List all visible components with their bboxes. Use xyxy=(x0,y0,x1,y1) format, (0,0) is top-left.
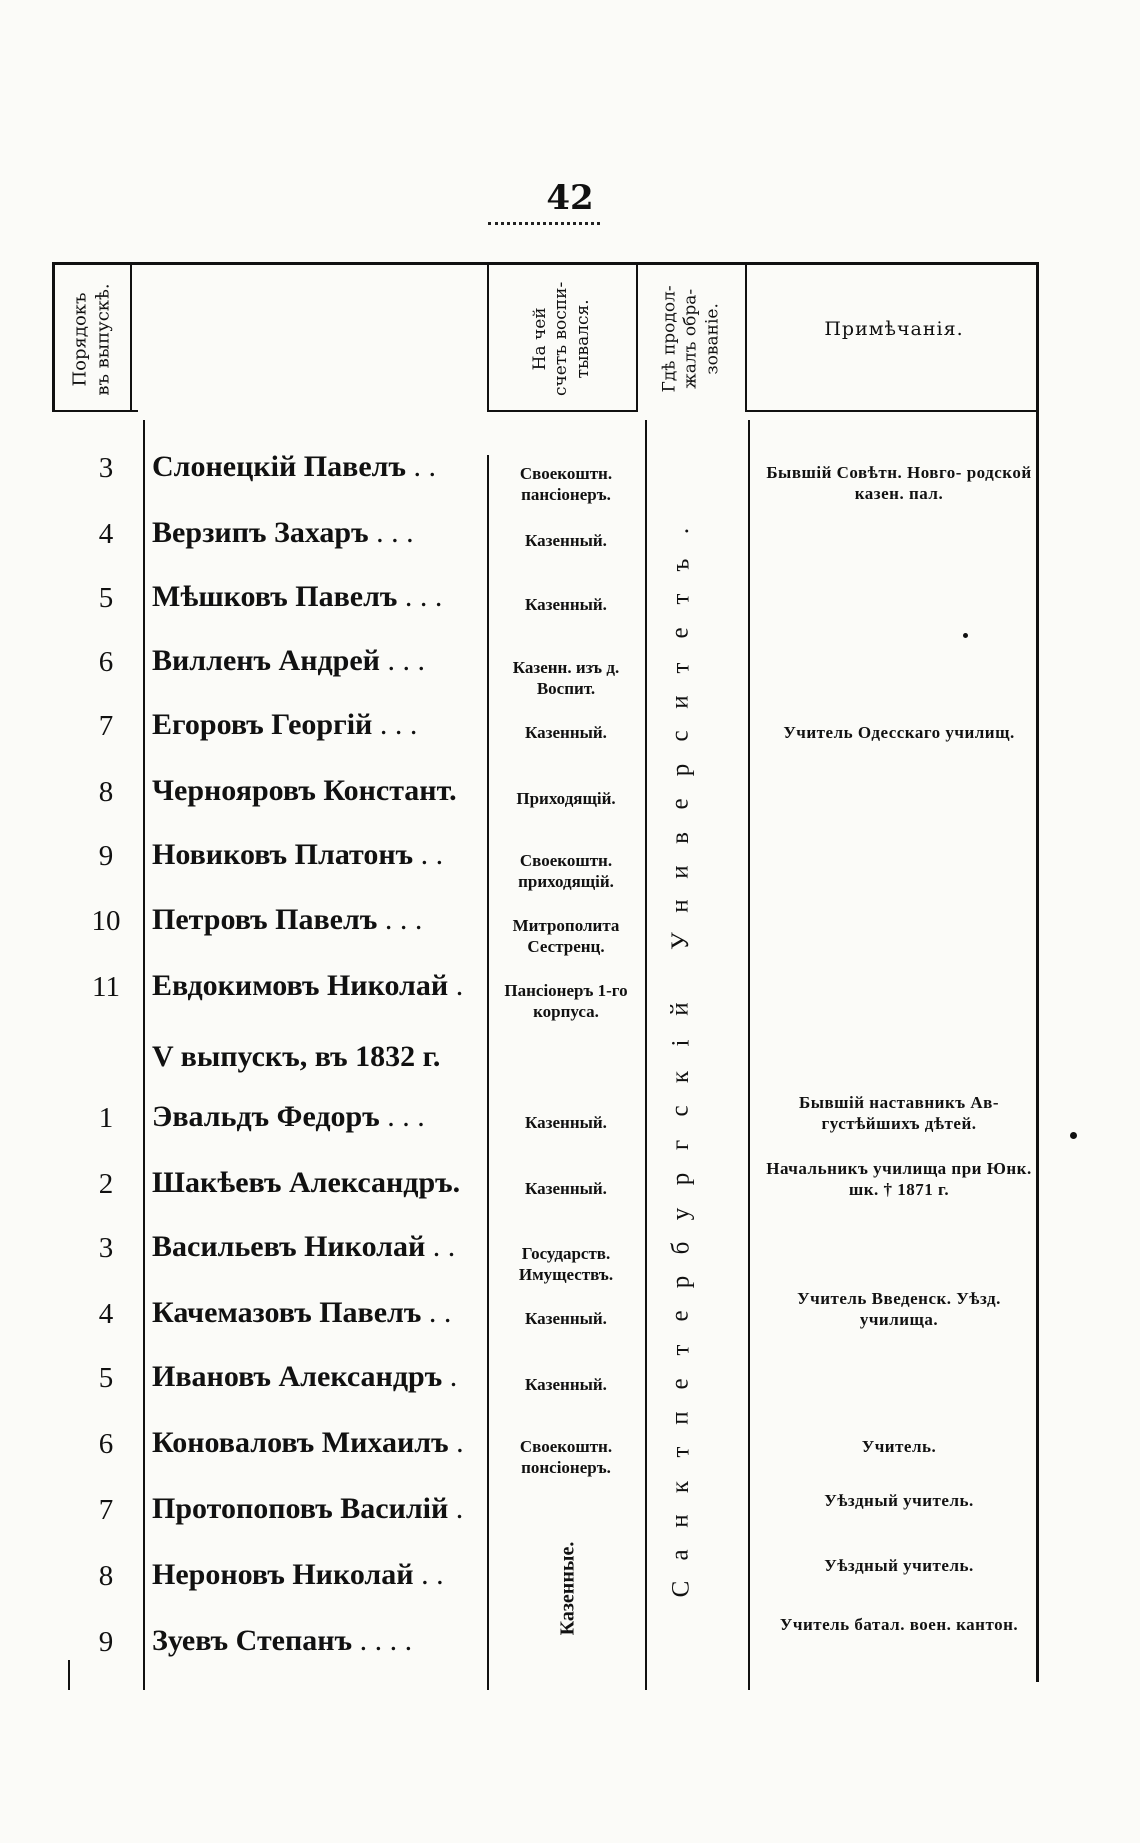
header-account: На чей счетъ воспи- тывался. xyxy=(530,281,593,397)
university-letter: с xyxy=(666,730,694,742)
col-divider-2-body xyxy=(487,455,489,1690)
table-left-border-lower xyxy=(68,1660,70,1690)
header-bottom-rule-3 xyxy=(745,410,1037,412)
university-letter: р xyxy=(667,1275,694,1288)
university-vertical-text xyxy=(651,520,711,1600)
col-divider-4 xyxy=(745,262,747,412)
university-letter: р xyxy=(667,763,694,777)
university-letter: п xyxy=(666,1411,694,1425)
col-divider-3-body xyxy=(645,420,647,1690)
header-education: Гдѣ продол- жалъ обра- зованіе. xyxy=(660,285,723,393)
university-letter: т xyxy=(667,1344,694,1356)
university-letter: с xyxy=(666,1105,694,1117)
university-letter: й xyxy=(666,1002,694,1016)
university-letter: ъ xyxy=(667,558,694,572)
col-divider-3 xyxy=(636,262,638,412)
header-notes: Примѣчанія. xyxy=(824,318,964,340)
page-number: 42 xyxy=(546,178,594,218)
shared-account-label: Казенные. xyxy=(556,1541,579,1635)
header-bottom-rule-2 xyxy=(487,410,637,412)
university-letter: е xyxy=(666,798,694,810)
university-letter: н xyxy=(666,899,694,914)
university-letter: б xyxy=(666,1241,694,1254)
ink-speck xyxy=(1070,1132,1077,1139)
university-letter: т xyxy=(667,593,694,605)
col-divider-2 xyxy=(487,262,489,412)
university-letter: У xyxy=(666,931,694,950)
university-letter: С xyxy=(667,1580,694,1598)
page-number-rule xyxy=(488,222,600,225)
university-letter: г xyxy=(666,1140,694,1151)
university-letter: и xyxy=(666,865,694,879)
university-letter: а xyxy=(666,1549,694,1561)
section-title: V выпускъ, въ 1832 г. xyxy=(152,1040,441,1073)
university-letter: р xyxy=(667,1173,694,1186)
university-letter: е xyxy=(666,1378,694,1390)
header-order: Порядокъ въ выпускѣ. xyxy=(69,282,114,396)
col-divider-4-body xyxy=(748,420,750,1690)
university-letter: и xyxy=(666,694,694,709)
table-left-border xyxy=(52,262,55,412)
university-letter: к xyxy=(667,1480,694,1493)
university-letter: е xyxy=(666,1310,694,1322)
university-letter: к xyxy=(667,1070,694,1084)
table-top-rule xyxy=(52,262,1036,265)
university-letter: н xyxy=(666,1513,694,1528)
university-letter: . xyxy=(667,527,694,535)
university-letter: е xyxy=(666,627,694,639)
col-divider-1 xyxy=(130,262,132,412)
ink-speck xyxy=(963,633,968,638)
university-letter: т xyxy=(667,662,694,673)
university-letter: в xyxy=(667,832,694,845)
university-letter: т xyxy=(667,1446,694,1458)
university-letter: і xyxy=(666,1039,694,1047)
university-letter: у xyxy=(667,1207,694,1220)
header-bottom-rule xyxy=(52,410,138,412)
